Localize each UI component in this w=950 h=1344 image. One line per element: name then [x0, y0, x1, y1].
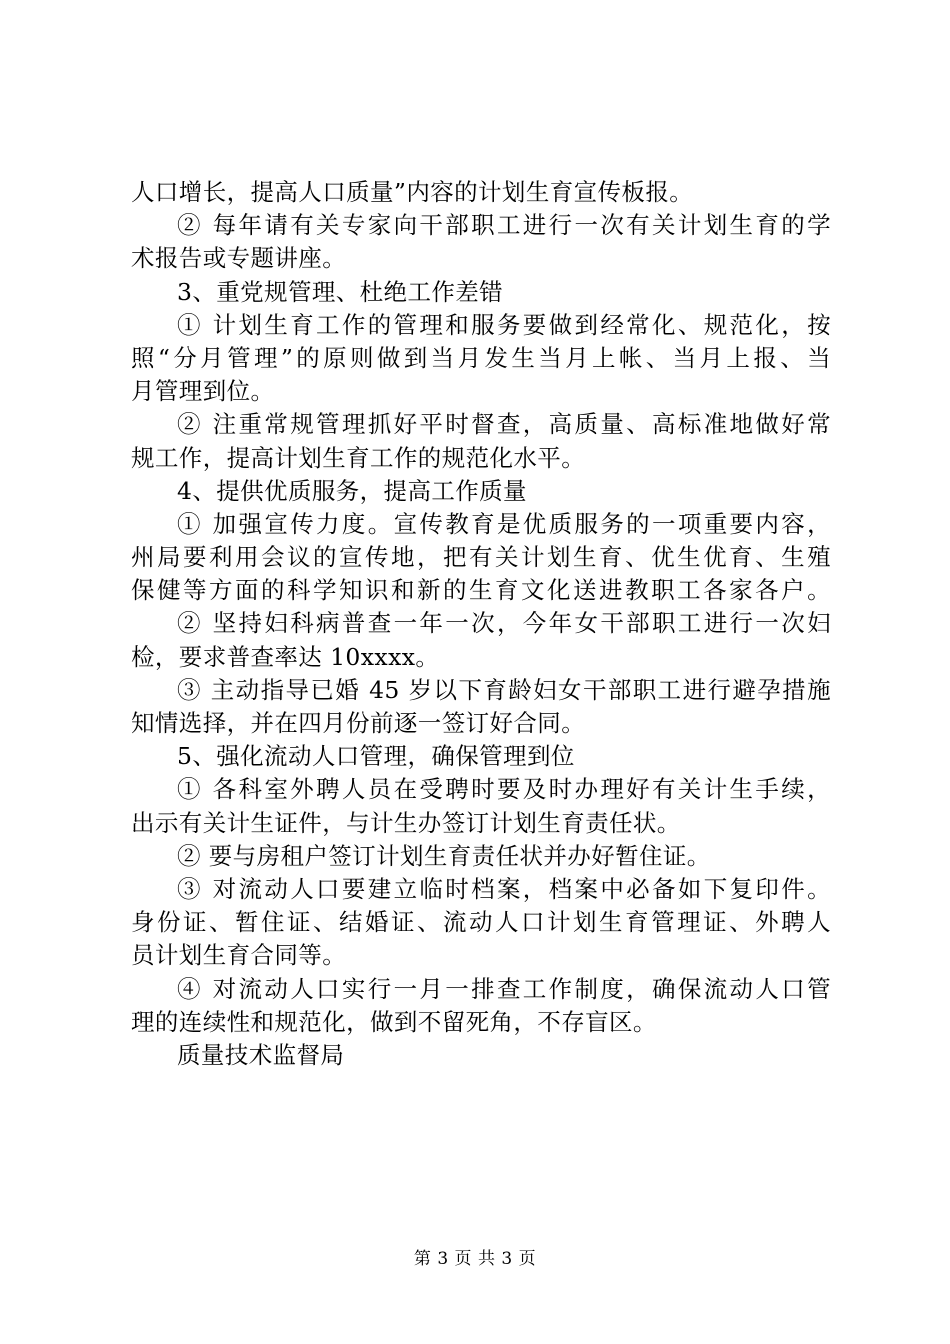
text-line: 4、提供优质服务，提高工作质量 — [177, 476, 527, 505]
document-body — [131, 176, 831, 1072]
text-line: 州局要利用会议的宣传地，把有关计划生育、优生优育、生殖 — [131, 543, 831, 572]
text-line: 检，要求普查率达 10xxxx。 — [131, 642, 440, 671]
text-line: ② 注重常规管理抓好平时督查，高质量、高标准地做好常 — [177, 410, 831, 439]
text-line: ③ 对流动人口要建立临时档案，档案中必备如下复印件。 — [177, 874, 831, 903]
text-line: 知情选择，并在四月份前逐一签订好合同。 — [131, 709, 586, 737]
text-line: ③ 主动指导已婚 45 岁以下育龄妇女干部职工进行避孕措施 — [177, 675, 831, 704]
text-line: ① 加强宣传力度。宣传教育是优质服务的一项重要内容， — [177, 509, 831, 538]
text-line: ① 计划生育工作的管理和服务要做到经常化、规范化，按 — [177, 310, 831, 339]
text-line: 规工作，提高计划生育工作的规范化水平。 — [131, 443, 586, 472]
text-line: 3、重党规管理、杜绝工作差错 — [177, 277, 504, 306]
text-line: ④ 对流动人口实行一月一排查工作制度，确保流动人口管 — [177, 974, 831, 1003]
text-line: 质量技术监督局 — [177, 1040, 345, 1069]
page-footer: 第 3 页 共 3 页 — [413, 1249, 537, 1269]
text-line: 人口增长，提高人口质量”内容的计划生育宣传板报。 — [131, 178, 694, 206]
text-line: 术报告或专题讲座。 — [131, 244, 347, 273]
text-line: 理的连续性和规范化，做到不留死角，不存盲区。 — [131, 1007, 657, 1036]
text-line: 出示有关计生证件，与计生办签订计划生育责任状。 — [131, 808, 681, 837]
text-line: 照“分月管理”的原则做到当月发生当月上帐、当月上报、当 — [131, 343, 831, 372]
text-line: 月管理到位。 — [131, 377, 275, 406]
text-line: ② 每年请有关专家向干部职工进行一次有关计划生育的学 — [177, 211, 831, 240]
text-line: 员计划生育合同等。 — [131, 941, 347, 970]
text-line: 保健等方面的科学知识和新的生育文化送进教职工各家各户。 — [131, 576, 831, 605]
text-line: ① 各科室外聘人员在受聘时要及时办理好有关计生手续， — [177, 775, 831, 804]
text-line: 身份证、暂住证、结婚证、流动人口计划生育管理证、外聘人 — [131, 908, 831, 937]
text-line: ② 要与房租户签订计划生育责任状并办好暂住证。 — [177, 841, 711, 870]
text-line: ② 坚持妇科病普查一年一次，今年女干部职工进行一次妇 — [177, 609, 831, 638]
text-line: 5、强化流动人口管理，确保管理到位 — [177, 742, 575, 771]
